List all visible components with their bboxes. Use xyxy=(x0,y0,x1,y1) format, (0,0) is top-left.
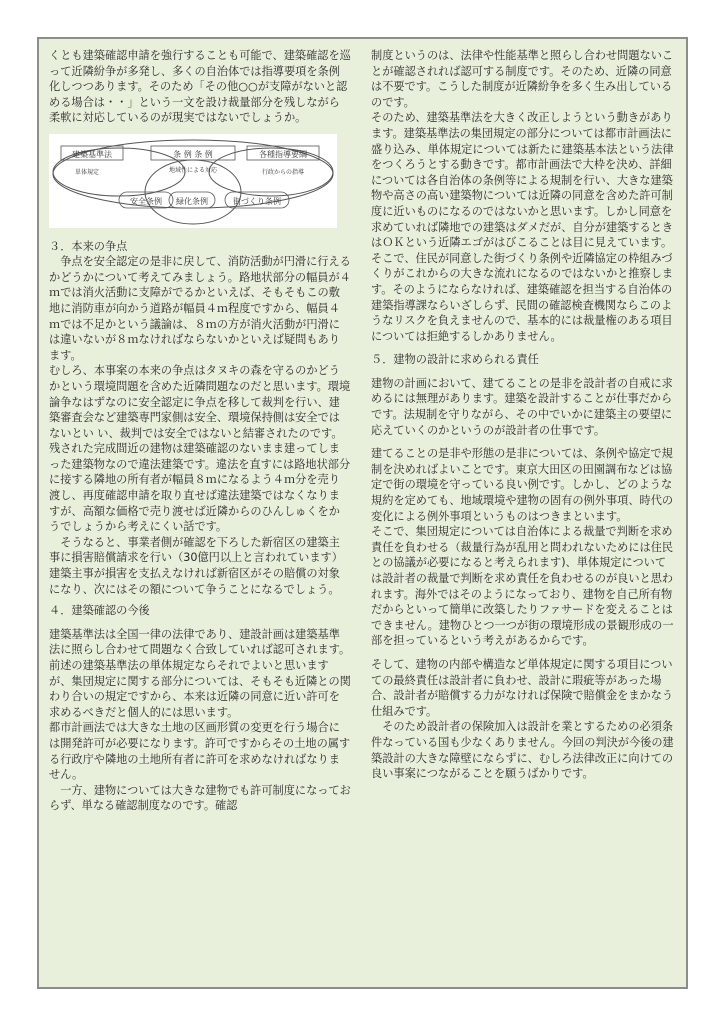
section5-paragraph: そして、建物の内部や構造など単体規定に関する項目についての最終責任は設計者に負わせ、設計に瑕疵等があった場合、設計者が賠償する力がなければ保険で賠償金をまかなう仕組みです。 xyxy=(371,657,674,718)
section4-paragraph: 都市計画法では大きな土地の区画形質の変更を行う場合には開発許可が必要になります。許可ですからその土地の属する行政庁や隣地の土地所有者に許可を求めなければなりません。 xyxy=(49,721,351,782)
section3-paragraph: むしろ、本事案の本来の争点はタヌキの森を守るのかどうかという環境問題を含めた近隣問題なのだと思います。環境論争なはずなのに安全認定に争点を移して裁判を行い、建築審査会など建築専門家側は安全、環境保持側は安全ではないとい い、裁判では安全ではないと結審されたのです。 xyxy=(49,364,351,440)
section5-heading: ５．建物の設計に求められる責任 xyxy=(371,353,539,367)
label-town: 街づくり条例 xyxy=(233,196,281,206)
page-frame xyxy=(37,37,688,989)
section5-paragraph: そこで、集団規定については自治体による裁量で判断を求め責任を負わせる（裁量行為が乱用と問われないためには住民との協議が必要になると考えられます)、単体規定については設計者の裁量で判断を求め責任を負わせるのが良いと思われます。海外ではそのようになっており、建物を自己所有物だからといって簡単に改築したりファサードを変えることはできません。建物ひとつ一つが街の環境形成の景観形成の一部を担っているという考えがあるからです。 xyxy=(371,525,674,648)
section5-paragraph: 建てることの是非や形態の是非については、条例や協定で規制を決めればよいことです。東京大田区の田園調布などは協定で街の環境を守っている良い例です。しかし、どのような規約を定めても、地域環境や建物の固有の例外事項、時代の変化による例外事項というものはつきまといます。 xyxy=(371,447,674,523)
section4-paragraph: 建築基準法は全国一律の法律であり、建設計画は建築基準法に照らし合わせて問題なく合致していれば認可されます。前述の建築基準法の単体規定ならそれでよいと思いますが、集団規定に関する部分については、そもそも近隣との関わり合いの規定ですから、本来は近隣の同意に近い許可を求めるべきだと個人的には思います。 xyxy=(49,627,351,719)
label-building-law: 建築基準法 xyxy=(72,149,112,159)
regulation-diagram xyxy=(49,134,337,228)
label-single-rule: 単体規定 xyxy=(74,168,100,176)
section3-paragraph: 争点を安全認定の是非に戻して、消防活動が円滑に行えるかどうかについて考えてみましょう。路地状部分の幅員が４ｍでは消火活動に支障がでるかといえば、そもそもこの敷地に消防車が向かう道路が幅員４ｍ程度ですから、幅員４ｍでは不足かという議論は、８ｍの方が消火活動が円滑には違いないが８ｍなければならないかといえば疑問もあります。 xyxy=(49,255,351,362)
diagram-background xyxy=(49,134,337,228)
intro-paragraph: くとも建築確認申請を強行することも可能で、建築確認を巡って近隣紛争が多発し、多くの自治体では指導要項を条例化しつつあります。そのため「その他○○が支障がないと認める場合は・・」という一文を設け裁量部分を残しながら柔軟に対応しているのが現実ではないでしょうか。 xyxy=(49,49,351,125)
section5-paragraph: そのため設計者の保険加入は設計を業とするための必須条件なっている国も少なくありません。今回の判決が今後の建築設計の大きな障壁にならずに、むしろ法律改正に向けての良い事案につながることを願うばかりです。 xyxy=(371,720,674,781)
label-ordinance-sub: 地域性による対応 xyxy=(168,166,218,174)
section3-paragraph: そうなると、事業者側が確認を下ろした新宿区の建築主事に損害賠償請求を行い（30億円以上と言われています）建築主事が損害を支払えなければ新宿区がその賠償の対象になり、次にはその額について争うことになるでしょう。 xyxy=(49,535,343,596)
label-guidance-sub: 行政からの指導 xyxy=(261,168,305,176)
section3-heading: ３．本来の争点 xyxy=(49,239,128,253)
left-column xyxy=(49,48,351,814)
continuation-paragraph: そのため、建築基準法を大きく改正しようという動きがあります。建築基準法の集団規定の部分については都市計画法に盛り込み、単体規定については新たに建築基本法という法律をつくろうとする動きです。都市計画法で大枠を決め、詳細については各自治体の条例等による規制を行い、大きな建築物や高さの高い建築物については近隣の同意を含めた許可制度に近いものになるのではないかと思います。しかし同意を求めていれば隣地での建築はダメだが、自分が建築するときはＯＫという近隣エゴがはびこることは目に見えています。そこで、住民が同意した街づくり条例や近隣協定の枠組みづくりがこれからの大きな流れになるのではないかと推察します。そのようにならなければ、建築確認を担当する自治体の建築指導課ならいざしらず、民間の確認検査機関ならこのようなリスクを負えませんので、基本的には裁量権のある項目については拒絶するしかありません。 xyxy=(371,111,674,343)
label-safety: 安全条例 xyxy=(130,196,162,206)
label-guidance: 各種指導要綱 xyxy=(259,149,307,159)
section5-paragraph: 建物の計画において、建てることの是非を設計者の自戒に求めるには無理があります。建築を設計することが仕事だからです。法規制を守りながら、その中でいかに建築主の要望に応えていくのかというのが設計者の仕事です。 xyxy=(371,376,673,437)
section4-heading: ４．建築確認の今後 xyxy=(49,604,150,618)
right-column xyxy=(371,48,676,782)
label-landscape: 緑化条例 xyxy=(176,196,208,206)
section4-paragraph: 一方、建物については大きな建物でも許可制度になっておらず、単なる確認制度なのです。確認 xyxy=(49,783,351,813)
section3-paragraph: 残された完成間近の建物は建築確認のないまま建ってしまった建築物なので違法建築です。違法を直すには路地状部分に接する隣地の所有者が幅員８ｍになるよう４ｍ分を売り渡し、再度確認申請を取り直せば違法建築ではなくなりますが、高額な価格で売り渡せば近隣からのひんしゅくをかうでしょうから考えにくい話です。 xyxy=(49,442,351,534)
label-ordinances: 条 例 条 例 xyxy=(173,149,213,159)
continuation-paragraph: 制度というのは、法律や性能基準と照らし合わせ問題ないことが確認されれば認可する制度です。そのため、近隣の同意は不要です。こうした制度が近隣紛争を多く生み出しているのです。 xyxy=(371,49,674,109)
